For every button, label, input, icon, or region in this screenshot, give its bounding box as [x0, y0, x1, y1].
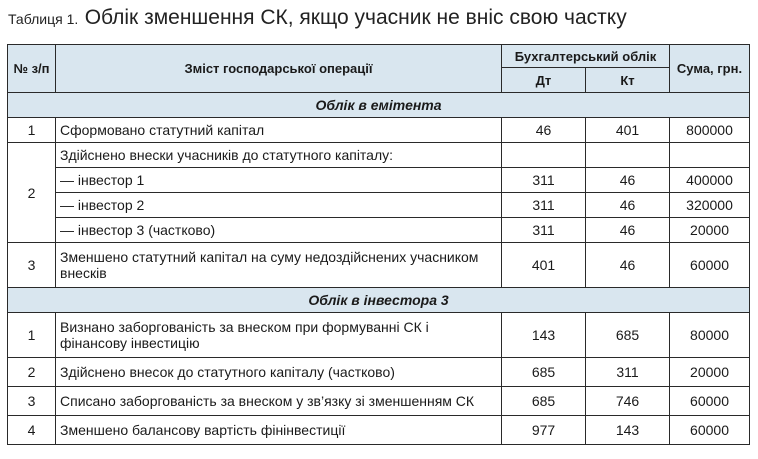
row-sum [670, 143, 750, 168]
subrow-dt: 311 [502, 193, 586, 218]
row-text: Списано заборгованість за внеском у зв’язку зі зменшенням СК [56, 387, 502, 416]
section-row [8, 93, 750, 118]
table-row [8, 143, 750, 168]
row-sum: 80000 [670, 313, 750, 358]
row-sum: 20000 [670, 358, 750, 387]
row-sum: 60000 [670, 243, 750, 288]
row-text: Здійснено внески учасників до статутного капіталу: [56, 143, 502, 168]
row-sum: 800000 [670, 118, 750, 143]
header-sum: Сума, грн. [670, 45, 750, 93]
row-num: 3 [8, 243, 56, 288]
caption-title: Облік зменшення СК, якщо учасник не вніс свою частку [84, 6, 627, 29]
row-num: 2 [8, 143, 56, 243]
row-kt: 46 [586, 243, 670, 288]
table-subrow [8, 193, 750, 218]
table-row [8, 243, 750, 288]
row-num: 2 [8, 358, 56, 387]
section-title: Облік в інвестора 3 [8, 288, 750, 313]
table-row [8, 118, 750, 143]
subrow-text: — інвестор 3 (частково) [56, 218, 502, 243]
subrow-sum: 320000 [670, 193, 750, 218]
subrow-kt: 46 [586, 168, 670, 193]
row-num: 1 [8, 313, 56, 358]
row-kt: 143 [586, 416, 670, 445]
header-accounting: Бухгалтерський облік [502, 45, 670, 68]
subrow-text: — інвестор 1 [56, 168, 502, 193]
section-row [8, 288, 750, 313]
row-num: 4 [8, 416, 56, 445]
row-text: Зменшено статутний капітал на суму недоздійснених учасником внесків [56, 243, 502, 288]
row-dt: 685 [502, 387, 586, 416]
row-kt: 685 [586, 313, 670, 358]
row-sum: 60000 [670, 416, 750, 445]
header-num: № з/п [8, 45, 56, 93]
row-dt: 143 [502, 313, 586, 358]
table-row [8, 358, 750, 387]
subrow-kt: 46 [586, 218, 670, 243]
subrow-text: — інвестор 2 [56, 193, 502, 218]
row-dt: 46 [502, 118, 586, 143]
row-dt: 685 [502, 358, 586, 387]
header-content: Зміст господарської операції [56, 45, 502, 93]
header-kt: Кт [586, 68, 670, 93]
row-text: Здійснено внесок до статутного капіталу (частково) [56, 358, 502, 387]
row-kt: 746 [586, 387, 670, 416]
row-kt: 311 [586, 358, 670, 387]
row-num: 3 [8, 387, 56, 416]
subrow-sum: 400000 [670, 168, 750, 193]
ledger-table [7, 44, 750, 445]
row-dt: 977 [502, 416, 586, 445]
row-text: Зменшено балансову вартість фінінвестиції [56, 416, 502, 445]
header-dt: Дт [502, 68, 586, 93]
table-row [8, 416, 750, 445]
row-num: 1 [8, 118, 56, 143]
table-subrow [8, 218, 750, 243]
caption-prefix: Таблиця 1. [8, 11, 79, 27]
row-sum: 60000 [670, 387, 750, 416]
row-text: Визнано заборгованість за внеском при формуванні СК і фінансову інвестицію [56, 313, 502, 358]
row-text: Сформовано статутний капітал [56, 118, 502, 143]
table-row [8, 387, 750, 416]
row-dt: 401 [502, 243, 586, 288]
subrow-kt: 46 [586, 193, 670, 218]
row-kt: 401 [586, 118, 670, 143]
row-kt [586, 143, 670, 168]
table-row [8, 313, 750, 358]
subrow-dt: 311 [502, 218, 586, 243]
row-dt [502, 143, 586, 168]
subrow-sum: 20000 [670, 218, 750, 243]
table-subrow [8, 168, 750, 193]
section-title: Облік в емітента [8, 93, 750, 118]
table-caption [8, 6, 627, 36]
subrow-dt: 311 [502, 168, 586, 193]
